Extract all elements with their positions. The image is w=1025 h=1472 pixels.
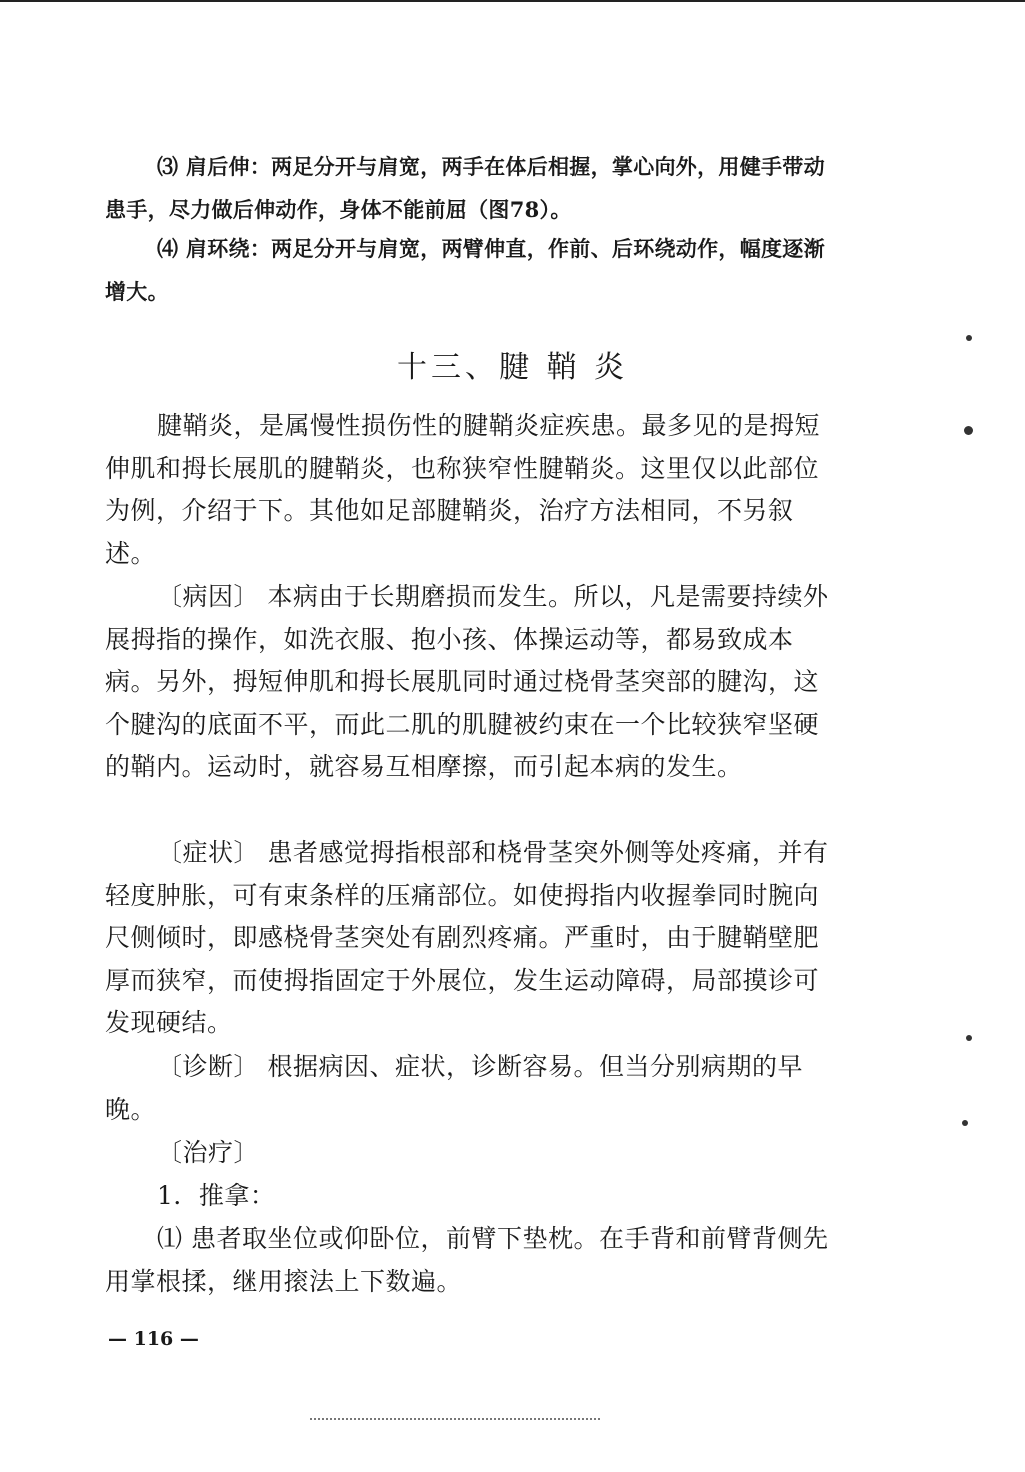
margin-dot-mark	[964, 426, 973, 435]
margin-dot-mark	[966, 1035, 972, 1041]
margin-dot-mark	[962, 1120, 968, 1126]
section-title: 十三、腱 鞘 炎	[396, 350, 629, 385]
paragraph-symptoms: 〔症状〕 患者感觉拇指根部和桡骨茎突外侧等处疼痛，并有轻度肿胀，可有束条样的压痛部位。如使拇指内收握拳同时腕向尺侧倾时，即感桡骨茎突处有剧烈疼痛。严重时，由于腱鞘壁肥厚而狭窄，而使拇指固定于外展位，发生运动障碍，局部摸诊可发现硬结。	[105, 838, 829, 1037]
page-number: — 116 —	[108, 1328, 199, 1350]
margin-dot-mark	[966, 335, 972, 341]
paragraph-treatment-heading: 〔治疗〕	[157, 1138, 260, 1167]
top-border-line	[0, 0, 1025, 2]
paragraph-shoulder-extension: ⑶ 肩后伸：两足分开与肩宽，两手在体后相握，掌心向外，用健手带动患手，尽力做后伸动作，身体不能前屈（图78）。	[105, 154, 825, 222]
paragraph-intro: 腱鞘炎，是属慢性损伤性的腱鞘炎症疾患。最多见的是拇短伸肌和拇长展肌的腱鞘炎，也称狭窄性腱鞘炎。这里仅以此部位为例，介绍于下。其他如足部腱鞘炎，治疗方法相同，不另叙述。	[105, 411, 821, 568]
paragraph-shoulder-circling: ⑷ 肩环绕：两足分开与肩宽，两臂伸直，作前、后环绕动作，幅度逐渐增大。	[105, 236, 825, 304]
scan-bottom-line	[310, 1418, 600, 1420]
paragraph-diagnosis: 〔诊断〕 根据病因、症状，诊断容易。但当分别病期的早晚。	[105, 1052, 803, 1124]
paragraph-cause: 〔病因〕 本病由于长期磨损而发生。所以，凡是需要持续外展拇指的操作，如洗衣服、抱小孩、体操运动等，都易致成本病。另外，拇短伸肌和拇长展肌同时通过桡骨茎突部的腱沟，这个腱沟的底面不平，而此二肌的肌腱被约束在一个比较狭窄坚硬的鞘内。运动时，就容易互相摩擦，而引起本病的发生。	[105, 582, 829, 781]
paragraph-massage-step-1: ⑴ 患者取坐位或仰卧位，前臂下垫枕。在手背和前臂背侧先用掌根揉，继用㨰法上下数遍。	[105, 1224, 829, 1296]
paragraph-massage-heading: 1．推拿：	[157, 1181, 276, 1210]
